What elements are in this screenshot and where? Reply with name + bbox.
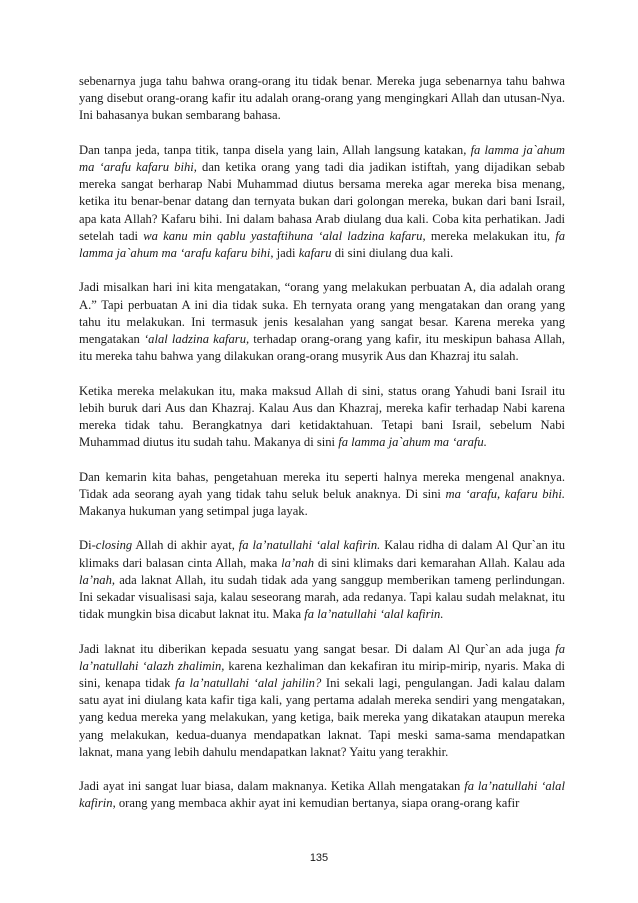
text-run: terhadap orang-orang yang kafir, itu meskipun bahasa Allah, itu mereka tahu bahwa yang dilakukan orang-orang musyrik Aus dan Khazraj itu salah.	[79, 332, 565, 364]
text-run: Allah di akhir ayat,	[132, 538, 239, 553]
paragraph	[79, 537, 565, 623]
text-run: orang yang membaca akhir ayat ini kemudian bertanya, siapa orang-orang kafir	[115, 796, 520, 811]
italic-phrase: fa la’natullahi ‘alal kafirin.	[238, 538, 381, 553]
text-run: Makanya hukuman yang setimpal juga layak.	[79, 504, 308, 519]
paragraph	[79, 73, 565, 125]
italic-phrase: ma ‘arafu, kafaru bihi.	[445, 486, 565, 501]
italic-phrase: fa la’natullahi ‘alal kafirin.	[304, 607, 444, 622]
italic-phrase: fa la’natullahi ‘alal kafirin,	[79, 779, 565, 811]
body-text	[79, 73, 565, 813]
italic-phrase: wa kanu min qablu yastaftihuna ‘alal ladzina kafaru,	[143, 228, 426, 243]
text-run: ada laknat Allah, itu sudah tidak ada yang sanggup memberikan tameng perlindungan. Ini sekadar visualisasi saja, kalau seseorang marah, ada redanya. Tapi kalau sudah melaknat, itu tidak mungkin bisa dicabut laknat itu. Maka	[79, 572, 565, 622]
page-number: 135	[309, 852, 329, 864]
text-run: di sini klimaks dari kemarahan Allah. Kalau ada	[314, 555, 566, 570]
paragraph	[79, 778, 565, 812]
text-run: jadi	[273, 246, 299, 261]
paragraph	[79, 469, 565, 521]
italic-phrase: la’nah	[281, 555, 315, 570]
italic-phrase: la’nah,	[79, 572, 116, 587]
paragraph	[79, 641, 565, 761]
text-run: Kalau ridha di dalam Al Qur`an itu klimaks dari balasan cinta Allah, maka	[79, 538, 565, 570]
text-run: dan ketika orang yang tadi dia jadikan istiftah, yang dijadikan sebab mereka sangat berharap Nabi Muhammad diutus bersama mereka agar mereka bisa menang, ketika itu benar-benar datang dan ternyata bukan dari golongan mereka, bukan dari bani Israil, apa kata Allah? Kafaru bihi. Ini dalam bahasa Arab diulang dua kali. Coba kita perhatikan. Jadi setelah tadi	[79, 160, 565, 243]
paragraph	[79, 279, 565, 365]
text-run: Dan tanpa jeda, tanpa titik, tanpa disela yang lain, Allah langsung katakan,	[79, 142, 471, 157]
italic-phrase: fa lamma ja`ahum ma ‘arafu.	[338, 435, 487, 450]
text-run: Jadi laknat itu diberikan kepada sesuatu yang sangat besar. Di dalam Al Qur`an ada juga	[79, 641, 556, 656]
text-run: karena kezhaliman dan kekafiran itu mirip-mirip, nyaris. Maka di sini, kenapa tidak	[79, 658, 565, 691]
italic-phrase: fa la’natullahi ‘alal jahilin?	[175, 676, 322, 691]
italic-phrase: fa lamma ja`ahum ma ‘arafu kafaru bihi,	[79, 228, 565, 261]
text-run: Ini sekali lagi, pengulangan. Jadi kalau dalam satu ayat ini diulang kata kafir tiga kali, yang pertama adalah mereka sendiri yang mengatakan, yang kedua mereka yang melakukan, yang ketiga, baik mereka yang dikatakan ataupun mereka yang melakukan, kedua-duanya mendapatkan laknat. Tapi meski sama-sama mendapatkan laknat, mana yang lebih dahulu mendapatkan laknat? Yaitu yang terakhir.	[79, 676, 565, 759]
text-run: di sini diulang dua kali.	[331, 246, 454, 261]
text-run: Ketika mereka melakukan itu, maka maksud Allah di sini, status orang Yahudi bani Israil itu lebih buruk dari Aus dan Khazraj. Kalau Aus dan Khazraj, mereka kafir terhadap Nabi karena mereka tidak tahu. Berangkatnya dari ketidaktahuan. Tetapi bani Israil, sebelum Nabi Muhammad diutus itu sudah tahu. Makanya di sini	[79, 383, 565, 450]
text-run: sebenarnya juga tahu bahwa orang-orang itu tidak benar. Mereka juga sebenarnya tahu bahwa yang disebut orang-orang kafir itu adalah orang-orang yang mengingkari Allah dan utusan-Nya. Ini bahasanya bukan sembarang bahasa.	[79, 74, 565, 123]
text-run: mereka melakukan itu,	[425, 228, 556, 243]
text-run: Di-	[79, 538, 96, 553]
italic-phrase: closing	[95, 538, 133, 553]
italic-phrase: kafaru	[298, 246, 332, 261]
text-run: Jadi ayat ini sangat luar biasa, dalam maknanya. Ketika Allah mengatakan	[79, 779, 465, 794]
paragraph	[79, 142, 565, 262]
italic-phrase: fa lamma ja`ahum ma ‘arafu kafaru bihi,	[79, 142, 565, 174]
italic-phrase: ‘alal ladzina kafaru,	[143, 332, 250, 347]
italic-phrase: fa la’natullahi ‘alazh zhalimin,	[79, 641, 565, 673]
paragraph	[79, 383, 565, 452]
text-run: Dan kemarin kita bahas, pengetahuan mereka itu seperti halnya mereka mengenal anaknya. Tidak ada seorang ayah yang tidak tahu seluk beluk anaknya. Di sini	[79, 469, 565, 501]
text-run: Jadi misalkan hari ini kita mengatakan, “orang yang melakukan perbuatan A, dia adalah orang A.” Tapi perbuatan A ini dia tidak suka. Eh ternyata orang yang mengatakan dan orang yang tahu itu melakukan. Ini termasuk jenis kesalahan yang sangat besar. Karena mereka yang mengatakan	[79, 280, 565, 347]
